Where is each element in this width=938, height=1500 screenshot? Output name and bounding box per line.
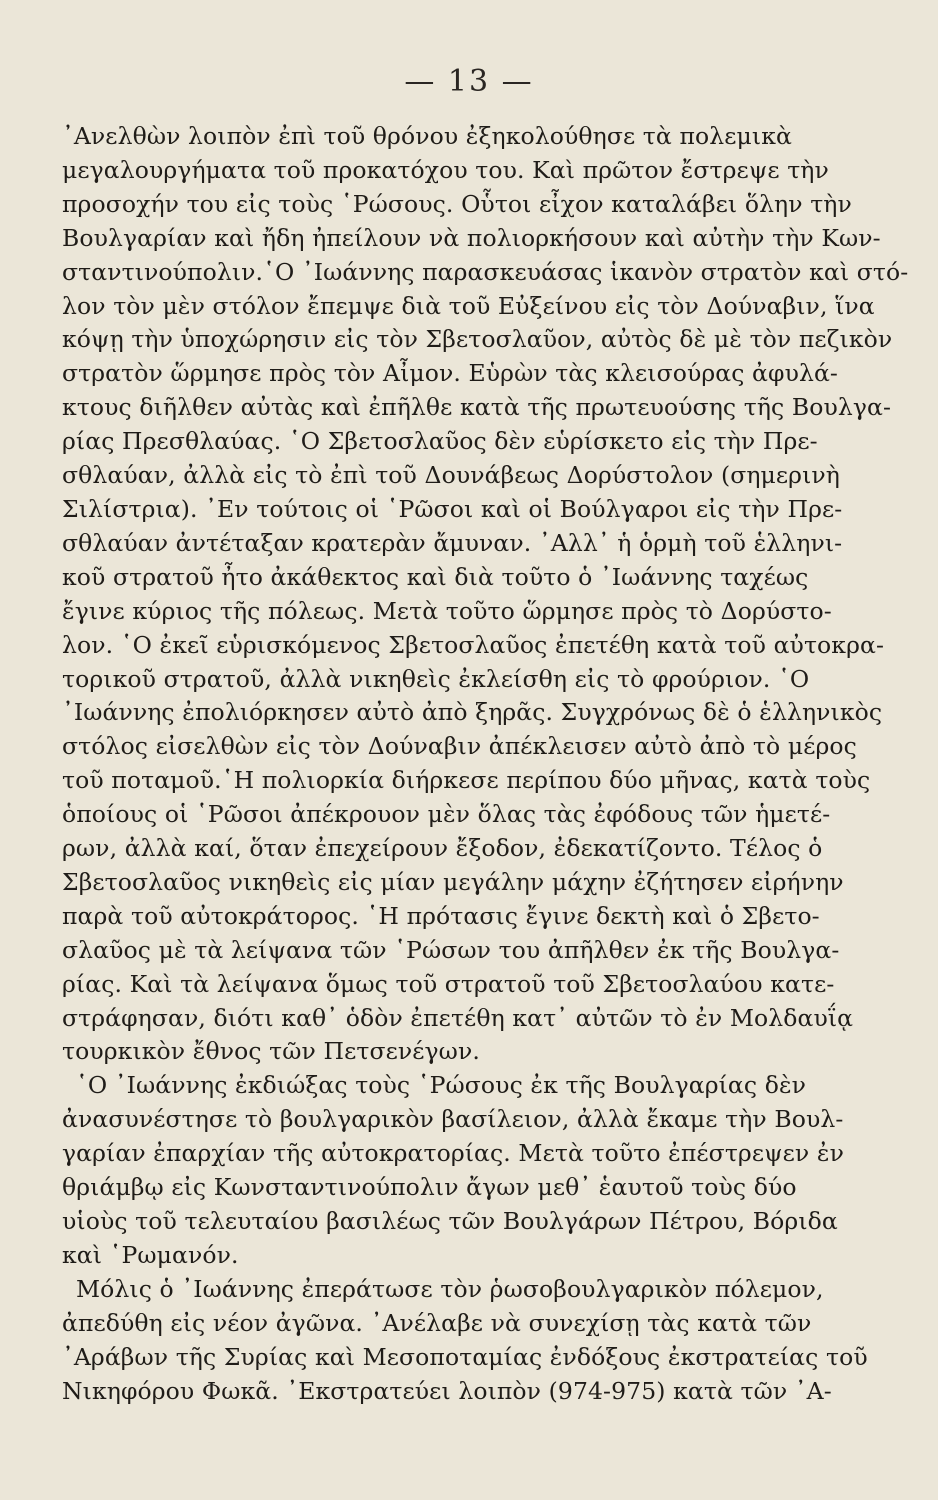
text-line: τορικοῦ στρατοῦ, ἀλλὰ νικηθεὶς ἐκλείσθη εἰς τὸ φρούριον. ῾Ο [62,664,810,693]
paragraph-3 [62,1273,868,1409]
text-line: ρίας Πρεσθλαύας. ῾Ο Σβετοσλαῦος δὲν εὑρίσκετο εἰς τὴν Πρε- [62,427,818,456]
text-line: παρὰ τοῦ αὐτοκράτορος. ῾Η πρότασις ἔγινε δεκτὴ καὶ ὁ Σβετο- [62,901,820,930]
text-line: σθλαύαν, ἀλλὰ εἰς τὸ ἐπὶ τοῦ Δουνάβεως Δορύστολον (σημερινὴ [62,461,840,490]
text-line: ῾Ο ᾿Ιωάννης ἐκδιώξας τοὺς ῾Ρώσους ἐκ τῆς Βουλγαρίας δὲν [76,1071,807,1100]
text-line: Βουλγαρίαν καὶ ἤδη ἠπείλουν νὰ πολιορκήσουν καὶ αὐτὴν τὴν Κων- [62,223,881,252]
text-line: ᾿Ιωάννης ἐπολιόρκησεν αὐτὸ ἀπὸ ξηρᾶς. Συγχρόνως δὲ ὁ ἑλληνικὸς [62,698,883,727]
text-line: Νικηφόρου Φωκᾶ. ᾿Εκστρατεύει λοιπὸν (974-975) κατὰ τῶν ᾿Α- [62,1376,832,1405]
text-line: γαρίαν ἐπαρχίαν τῆς αὐτοκρατορίας. Μετὰ τοῦτο ἐπέστρεψεν ἐν [62,1139,844,1168]
text-line: υἱοὺς τοῦ τελευταίου βασιλέως τῶν Βουλγάρων Πέτρου, Βόριδα [62,1207,838,1235]
text-line: Μόλις ὁ ᾿Ιωάννης ἐπεράτωσε τὸν ῥωσοβουλγαρικὸν πόλεμον, [76,1274,824,1303]
text-line: ἔγινε κύριος τῆς πόλεως. Μετὰ τοῦτο ὥρμησε πρὸς τὸ Δορύστο- [62,596,832,625]
text-line: ᾿Ανελθὼν λοιπὸν ἐπὶ τοῦ θρόνου ἐξηκολούθησε τὰ πολεμικὰ [62,122,792,150]
paragraph-1 [62,120,909,1069]
text-line: κόψῃ τὴν ὑποχώρησιν εἰς τὸν Σβετοσλαῦον, αὐτὸς δὲ μὲ τὸν πεζικὸν [62,325,893,354]
text-line: ᾿Αράβων τῆς Συρίας καὶ Μεσοποταμίας ἐνδόξους ἐκστρατείας τοῦ [62,1342,868,1371]
text-line: σθλαύαν ἀντέταξαν κρατερὰν ἄμυναν. ᾿Αλλ᾿ ἡ ὁρμὴ τοῦ ἑλληνι- [62,528,843,557]
text-line: στόλος εἰσελθὼν εἰς τὸν Δούναβιν ἀπέκλεισεν αὐτὸ ἀπὸ τὸ μέρος [62,732,857,761]
text-line: στράφησαν, διότι καθ᾿ ὁδὸν ἐπετέθη κατ᾿ αὐτῶν τὸ ἐν Μολδαυΐᾳ [62,1003,854,1032]
text-line: τουρκικὸν ἔθνος τῶν Πετσενέγων. [62,1037,480,1066]
text-line: λον τὸν μὲν στόλον ἔπεμψε διὰ τοῦ Εὐξείνου εἰς τὸν Δούναβιν, ἵνα [62,291,875,320]
page-number: — 13 — [404,64,534,99]
text-line: προσοχήν του εἰς τοὺς ῾Ρώσους. Οὗτοι εἶχον καταλάβει ὅλην τὴν [62,189,852,218]
text-line: κτους διῆλθεν αὐτὰς καὶ ἐπῆλθε κατὰ τῆς πρωτευούσης τῆς Βουλγα- [62,393,892,422]
text-line: σλαῦος μὲ τὰ λείψανα τῶν ῾Ρώσων του ἀπῆλθεν ἐκ τῆς Βουλγα- [62,935,840,964]
paragraph-2 [62,1069,844,1272]
text-line: Σβετοσλαῦος νικηθεὶς εἰς μίαν μεγάλην μάχην ἐζήτησεν εἰρήνην [62,867,844,896]
page-text [62,120,909,1408]
text-line: μεγαλουργήματα τοῦ προκατόχου του. Καὶ πρῶτον ἔστρεψε τὴν [62,155,829,184]
text-line: ρων, ἀλλὰ καί, ὅταν ἐπεχείρουν ἔξοδον, ἐδεκατίζοντο. Τέλος ὁ [62,834,823,863]
text-line: ὁποίους οἱ ῾Ρῶσοι ἀπέκρουον μὲν ὅλας τὰς ἐφόδους τῶν ἡμετέ- [62,800,831,829]
text-line: κοῦ στρατοῦ ἦτο ἀκάθεκτος καὶ διὰ τοῦτο ὁ ᾿Ιωάννης ταχέως [62,562,809,591]
text-line: σταντινούπολιν.῾Ο ᾿Ιωάννης παρασκευάσας ἱκανὸν στρατὸν καὶ στό- [62,257,909,286]
text-line: ἀπεδύθη εἰς νέον ἀγῶνα. ᾿Ανέλαβε νὰ συνεχίσῃ τὰς κατὰ τῶν [62,1308,812,1337]
text-line: θριάμβῳ εἰς Κωνσταντινούπολιν ἄγων μεθ᾿ ἑαυτοῦ τοὺς δύο [62,1173,797,1202]
text-line: Σιλίστρια). ᾿Εν τούτοις οἱ ῾Ρῶσοι καὶ οἱ Βούλγαροι εἰς τὴν Πρε- [62,494,843,523]
text-line: στρατὸν ὥρμησε πρὸς τὸν Αἶμον. Εὑρὼν τὰς κλεισούρας ἀφυλά- [62,359,838,388]
text-line: ρίας. Καὶ τὰ λείψανα ὅμως τοῦ στρατοῦ τοῦ Σβετοσλαύου κατε- [62,969,835,998]
text-line: ἀνασυνέστησε τὸ βουλγαρικὸν βασίλειον, ἀλλὰ ἔκαμε τὴν Βουλ- [62,1105,844,1134]
text-line: λον. ῾Ο ἐκεῖ εὑρισκόμενος Σβετοσλαῦος ἐπετέθη κατὰ τοῦ αὐτοκρα- [62,630,885,659]
text-line: τοῦ ποταμοῦ.῾Η πολιορκία διήρκεσε περίπου δύο μῆνας, κατὰ τοὺς [62,766,871,795]
text-line: καὶ ῾Ρωμανόν. [62,1240,239,1269]
